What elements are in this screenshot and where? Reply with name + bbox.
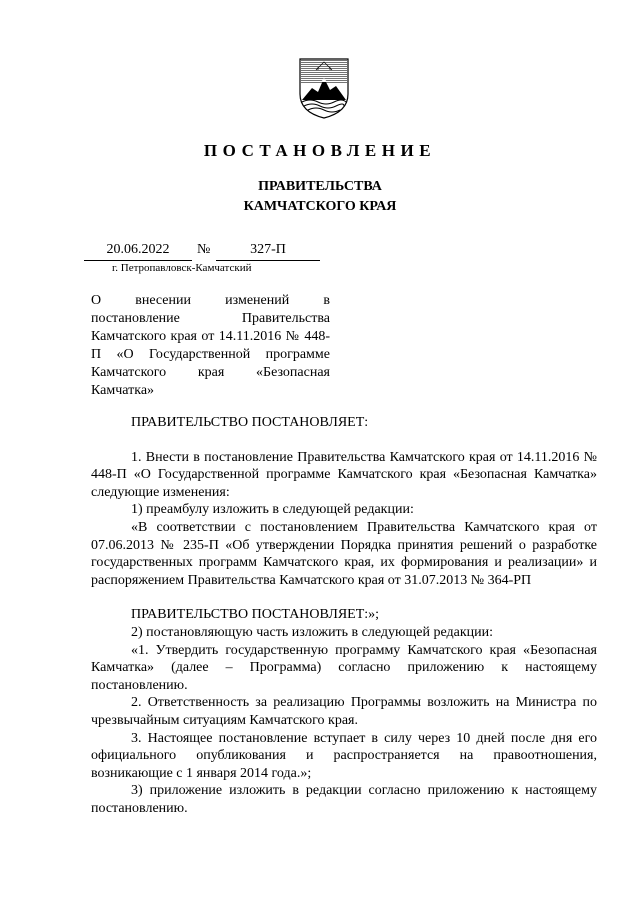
- number-sign: №: [197, 242, 211, 257]
- coat-of-arms-emblem-icon: [296, 56, 352, 120]
- document-subject: О внесении изменений в постановление Правительства Камчатского края от 14.11.2016 № 448-П «О Государственной программе Камчатского края «Безопасная Камчатка»: [91, 293, 330, 398]
- paragraph-9: 3) приложение изложить в редакции согласно приложению к настоящему постановлению.: [91, 783, 597, 816]
- decree-statement: ПРАВИТЕЛЬСТВО ПОСТАНОВЛЯЕТ:: [131, 415, 369, 430]
- document-date: 20.06.2022: [84, 240, 192, 261]
- paragraph-8: 3. Настоящее постановление вступает в силу через 10 дней после дня его официального опубликования и распространяется на правоотношения, возникающие с 1 января 2014 года.»;: [91, 730, 597, 781]
- document-body: [91, 414, 597, 817]
- document-number: 327-П: [216, 240, 320, 261]
- paragraph-7: 2. Ответственность за реализацию Программы возложить на Министра по чрезвычайным ситуациям Камчатского края.: [91, 695, 597, 728]
- paragraph-1: 1. Внести в постановление Правительства Камчатского края от 14.11.2016 № 448-П «О Государственной программе Камчатского края «Безопасная Камчатка» следующие изменения:: [91, 449, 597, 500]
- city-of-issue: г. Петропавловск-Камчатский: [112, 262, 252, 274]
- authority-line-1: ПРАВИТЕЛЬСТВА: [258, 179, 382, 194]
- paragraph-5: 2) постановляющую часть изложить в следующей редакции:: [131, 624, 494, 640]
- issuing-authority: [0, 177, 640, 217]
- paragraph-3: «В соответствии с постановлением Правительства Камчатского края от 07.06.2013 № 235-П «Об утверждении Порядка принятия решений о разработке государственных программ Камчатского края, их формирования и реализации» и распоряжением Правительства Камчатского края от 31.07.2013 № 364-РП: [91, 519, 597, 588]
- paragraph-4: ПРАВИТЕЛЬСТВО ПОСТАНОВЛЯЕТ:»;: [131, 607, 380, 623]
- paragraph-2: 1) преамбулу изложить в следующей редакции:: [131, 502, 414, 518]
- document-title: ПОСТАНОВЛЕНИЕ: [203, 141, 437, 160]
- paragraph-6: «1. Утвердить государственную программу Камчатского края «Безопасная Камчатка» (далее – Программа) согласно приложению к настоящему постановлению.: [91, 642, 597, 693]
- authority-line-2: КАМЧАТСКОГО КРАЯ: [243, 199, 397, 214]
